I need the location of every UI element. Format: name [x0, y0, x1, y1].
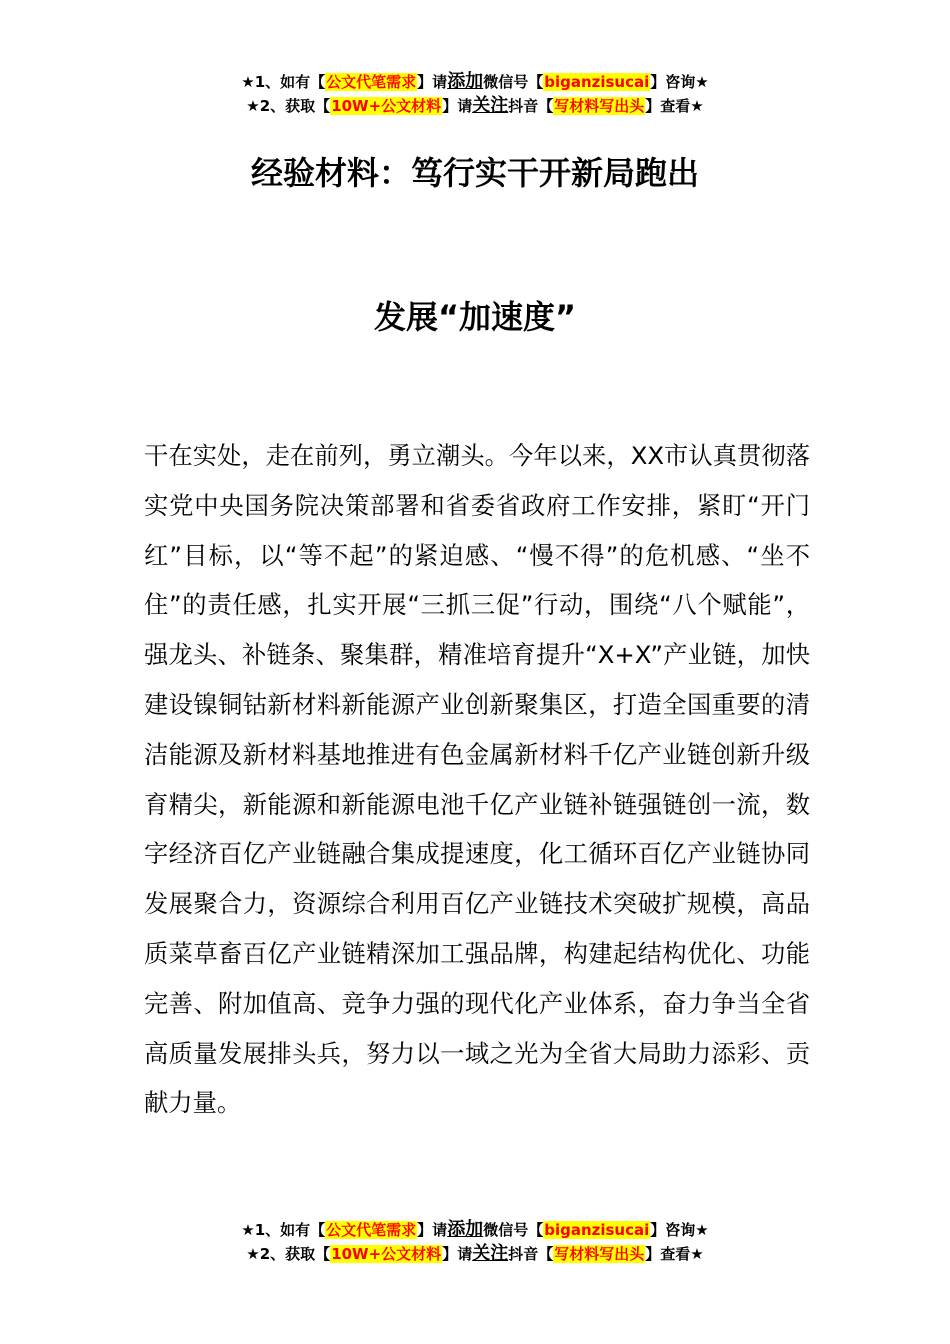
footer-line-1-middle: 】请 [417, 1221, 448, 1239]
footer-underlined-add: 添加 [447, 1219, 484, 1240]
document-title-line-1: 经验材料：笃行实干开新局跑出 [250, 154, 699, 192]
banner-line-1-middle: 】请 [417, 73, 448, 91]
footer-banner-line-1 [0, 1218, 950, 1242]
footer-highlight-wechat-id: biganzisucai [544, 1221, 650, 1239]
footer-underlined-follow: 关注 [472, 1243, 509, 1264]
footer-line-2-middle: 】请 [442, 1245, 473, 1263]
footer-highlight-materials: 10W+公文材料 [331, 1245, 442, 1263]
document-title-line-2: 发展“加速度” [373, 298, 577, 336]
footer-highlight-douyin-account: 写材料写出头 [554, 1245, 645, 1263]
footer-banner-line-2 [0, 1242, 950, 1266]
banner-line-1 [0, 70, 950, 94]
header-banner [0, 70, 950, 118]
footer-line-2-prefix: ★2、获取【 [246, 1245, 331, 1263]
banner-highlight-materials: 10W+公文材料 [331, 97, 442, 115]
banner-line-1-prefix: ★1、如有【 [241, 73, 326, 91]
footer-line-1-prefix: ★1、如有【 [241, 1221, 326, 1239]
footer-line-1-suffix: 】咨询★ [650, 1221, 709, 1239]
banner-highlight-wechat-id: biganzisucai [544, 73, 650, 91]
banner-underlined-add: 添加 [447, 71, 484, 92]
footer-highlight-ghostwriting: 公文代笔需求 [326, 1221, 417, 1239]
banner-highlight-ghostwriting: 公文代笔需求 [326, 73, 417, 91]
banner-line-2-suffix: 】查看★ [645, 97, 704, 115]
footer-banner [0, 1218, 950, 1266]
banner-underlined-follow: 关注 [472, 95, 509, 116]
banner-line-1-suffix: 】咨询★ [650, 73, 709, 91]
banner-line-2-middle-2: 抖音【 [508, 97, 554, 115]
footer-line-2-middle-2: 抖音【 [508, 1245, 554, 1263]
banner-line-1-middle-2: 微信号【 [483, 73, 544, 91]
banner-line-2-prefix: ★2、获取【 [246, 97, 331, 115]
body-paragraph: 干在实处，走在前列，勇立潮头。今年以来，XX市认真贯彻落实党中央国务院决策部署和省委省政府工作安排，紧盯“开门红”目标，以“等不起”的紧迫感、“慢不得”的危机感、“坐不住”的责任感，扎实开展“三抓三促”行动，围绕“八个赋能”，强龙头、补链条、聚集群，精准培育提升“X+X”产业链，加快建设镍铜钴新材料新能源产业创新聚集区，打造全国重要的清洁能源及新材料基地推进有色金属新材料千亿产业链创新升级育精尖，新能源和新能源电池千亿产业链补链强链创一流，数字经济百亿产业链融合集成提速度，化工循环百亿产业链协同发展聚合力，资源综合利用百亿产业链技术突破扩规模，高品质菜草畜百亿产业链精深加工强品牌，构建起结构优化、功能完善、附加值高、竞争力强的现代化产业体系，奋力争当全省高质量发展排头兵，努力以一域之光为全省大局助力添彩、贡献力量。 [144, 441, 810, 1118]
footer-line-1-middle-2: 微信号【 [483, 1221, 544, 1239]
banner-line-2-middle: 】请 [442, 97, 473, 115]
banner-highlight-douyin-account: 写材料写出头 [554, 97, 645, 115]
footer-line-2-suffix: 】查看★ [645, 1245, 704, 1263]
banner-line-2 [0, 94, 950, 118]
